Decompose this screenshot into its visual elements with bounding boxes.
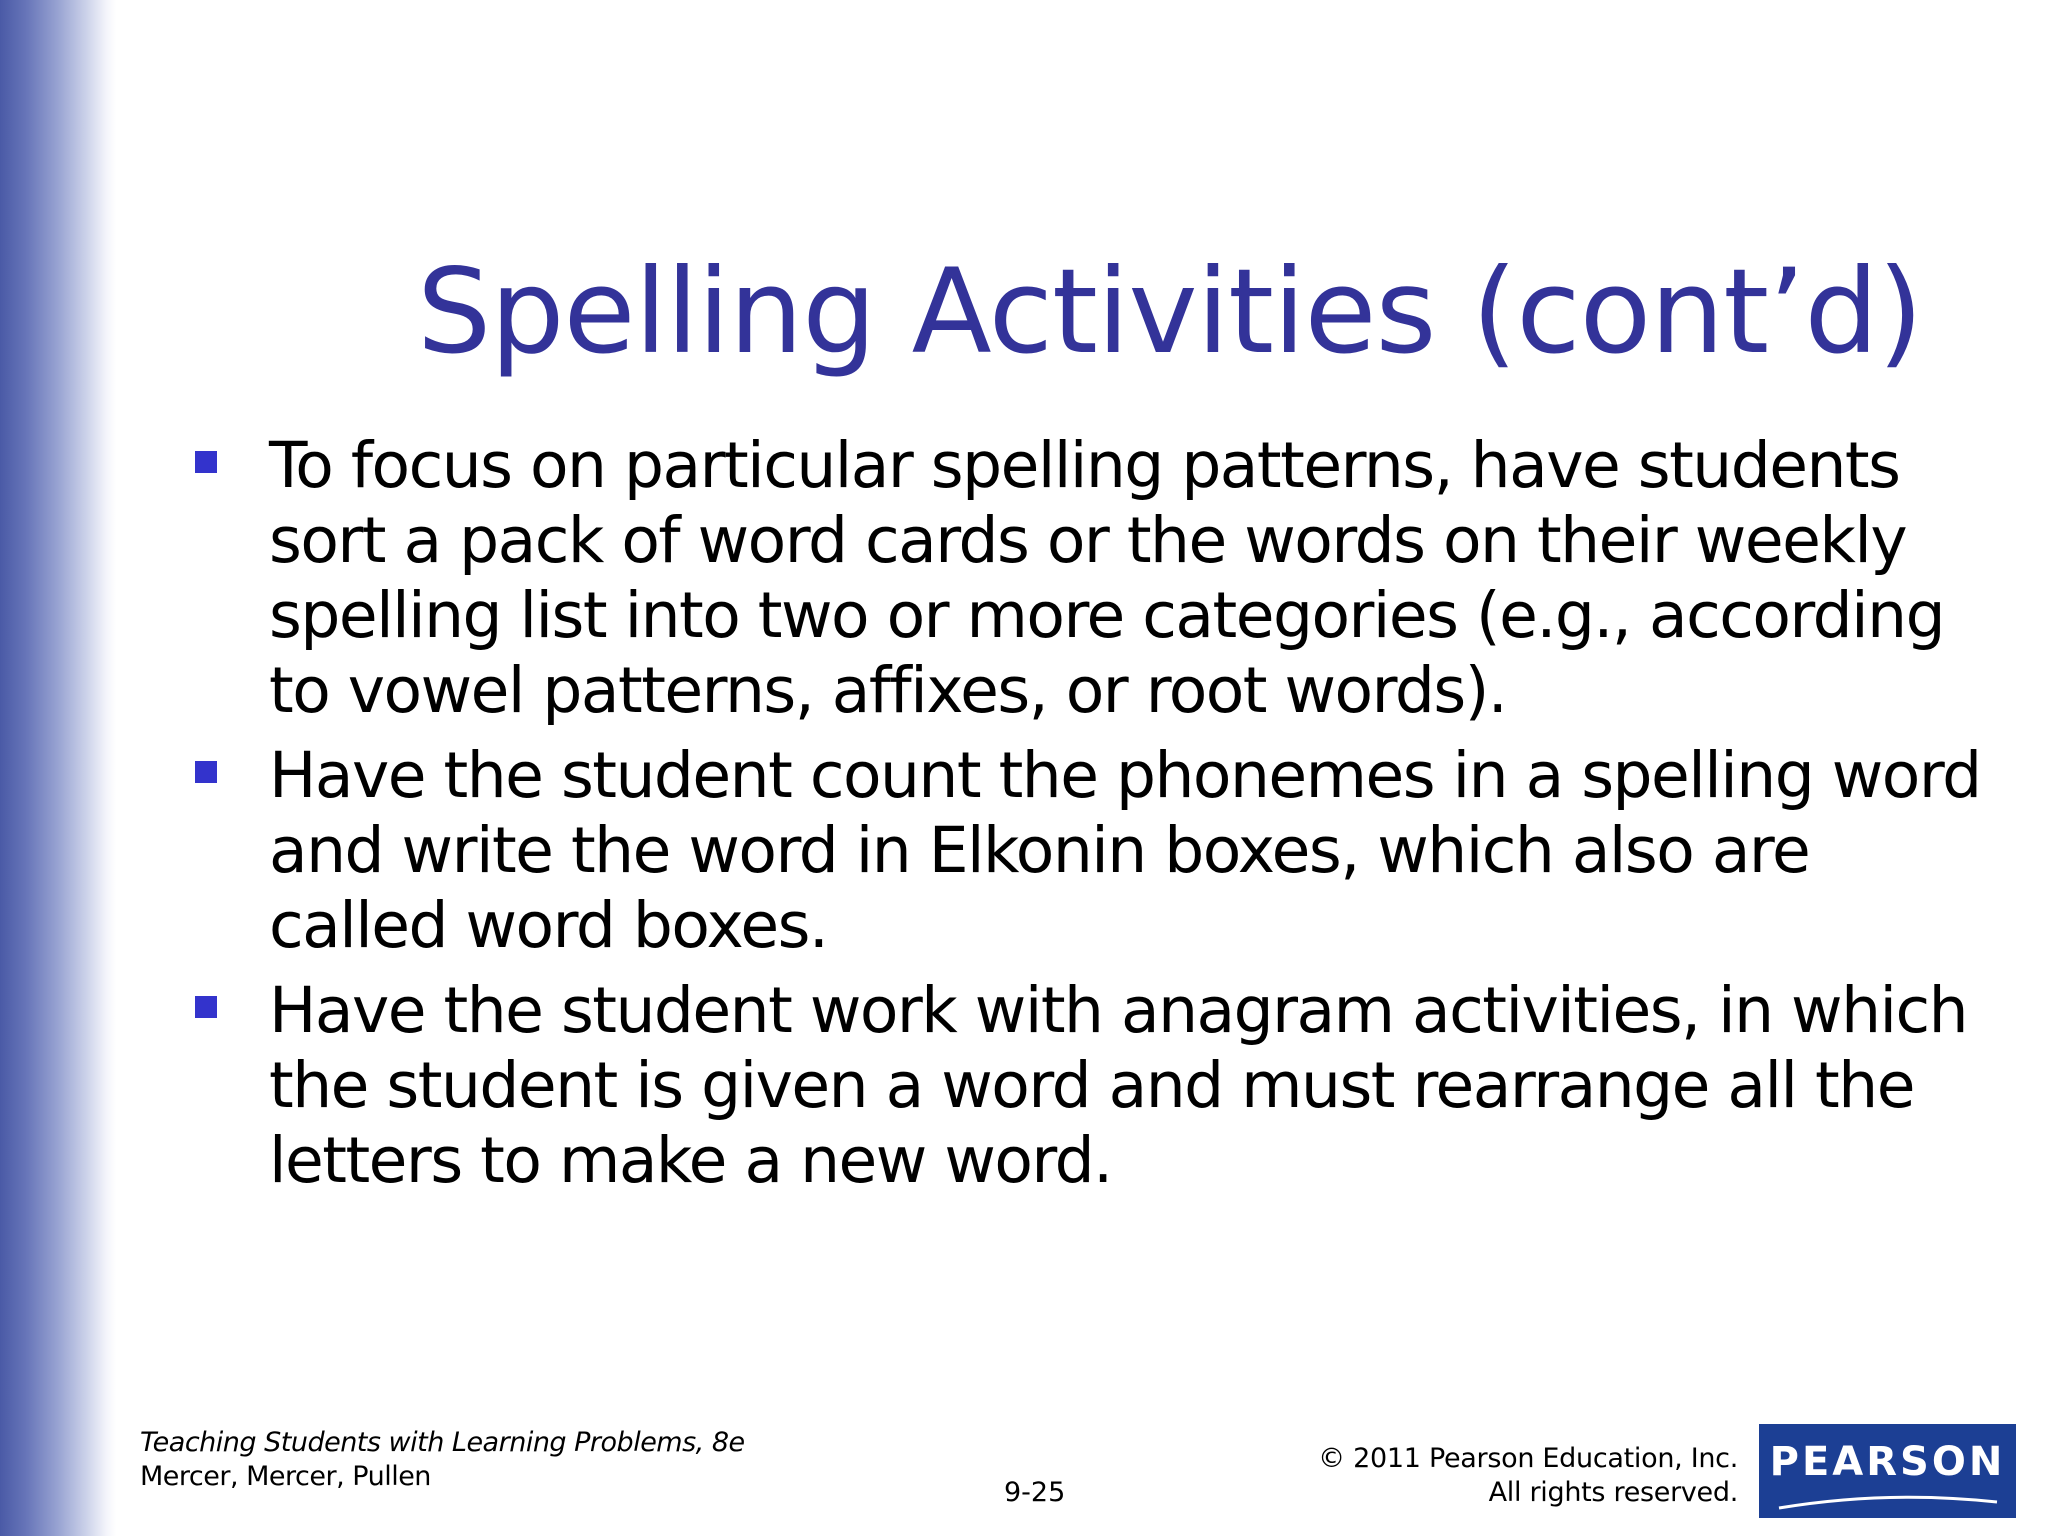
square-bullet-icon	[195, 996, 217, 1018]
left-decorative-band	[0, 0, 116, 1536]
square-bullet-icon	[195, 451, 217, 473]
logo-swoosh-icon	[1759, 1482, 2016, 1518]
page-number: 9-25	[1004, 1477, 1066, 1508]
bullet-text: To focus on particular spelling patterns, have students sort a pack of word cards or the words on their weekly spelling list into two or more categories (e.g., according to vowel patterns, affixes, or root words).	[269, 429, 1945, 727]
bullet-text: Have the student work with anagram activities, in which the student is given a word and must rearrange all the letters to make a new word.	[269, 974, 1968, 1197]
slide-title: Spelling Activities (cont’d)	[417, 243, 1923, 380]
bullet-item	[195, 428, 2015, 728]
footer-book-info	[140, 1426, 745, 1494]
bullet-list	[195, 428, 2015, 1208]
rights-line: All rights reserved.	[1488, 1477, 1738, 1508]
square-bullet-icon	[195, 761, 217, 783]
pearson-logo-text: PEARSON	[1769, 1439, 2006, 1485]
copyright-line: © 2011 Pearson Education, Inc.	[1318, 1443, 1738, 1474]
bullet-item	[195, 973, 2015, 1198]
footer-authors: Mercer, Mercer, Pullen	[140, 1461, 431, 1492]
footer-book-title: Teaching Students with Learning Problems, 8e	[140, 1427, 745, 1458]
bullet-text: Have the student count the phonemes in a spelling word and write the word in Elkonin boxes, which also are called word boxes.	[269, 739, 1981, 962]
copyright-notice	[1318, 1442, 1738, 1510]
bullet-item	[195, 738, 2015, 963]
pearson-logo	[1759, 1424, 2016, 1518]
